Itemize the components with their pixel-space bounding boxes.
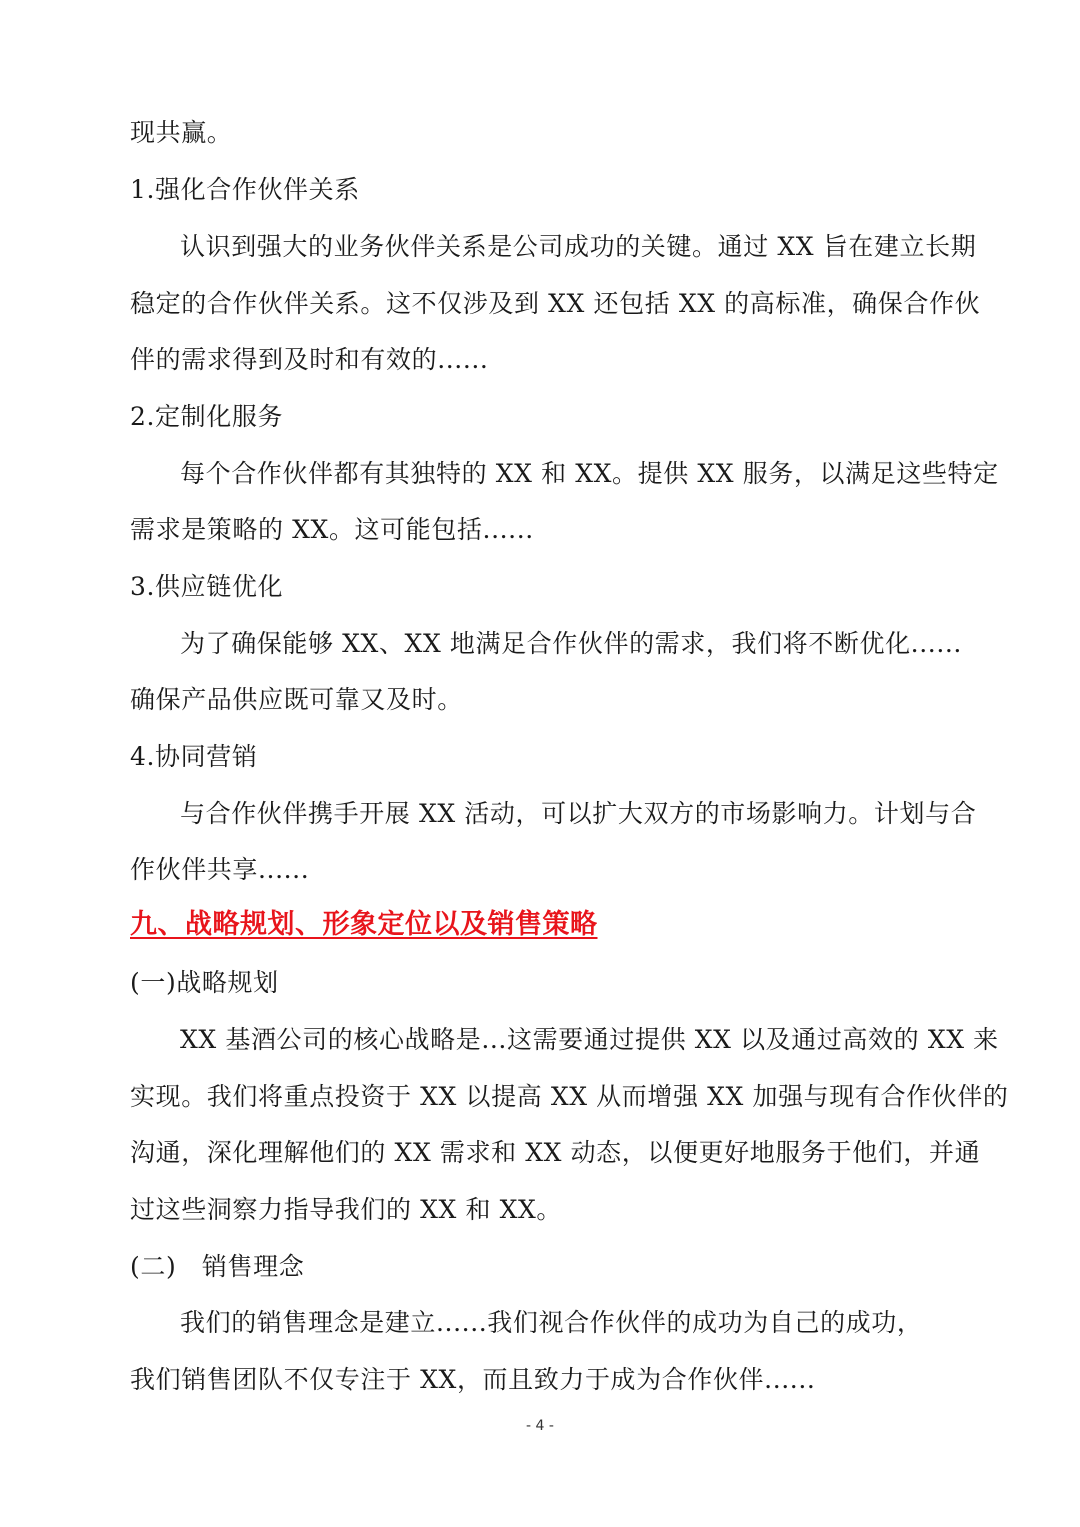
subheading-co-marketing: 4.协同营销 [130, 742, 258, 771]
paragraph-line: 为了确保能够 XX、XX 地满足合作伙伴的需求，我们将不断优化...... [180, 629, 962, 658]
paragraph-line: 稳定的合作伙伴关系。这不仅涉及到 XX 还包括 XX 的高标准，确保合作伙 [130, 289, 981, 318]
paragraph-line: 认识到强大的业务伙伴关系是公司成功的关键。通过 XX 旨在建立长期 [180, 232, 977, 261]
paragraph-line: 过这些洞察力指导我们的 XX 和 XX。 [130, 1195, 563, 1224]
paragraph-line: 确保产品供应既可靠又及时。 [130, 685, 463, 714]
paragraph-line: 沟通，深化理解他们的 XX 需求和 XX 动态，以便更好地服务于他们，并通 [130, 1138, 981, 1167]
subheading-supply-chain: 3.供应链优化 [130, 572, 284, 601]
paragraph-line: 作伙伴共享...... [130, 855, 310, 884]
subheading-strategic-planning: (一)战略规划 [130, 968, 279, 997]
page-number: - 4 - [526, 1418, 554, 1434]
paragraph-line: 实现。我们将重点投资于 XX 以提高 XX 从而增强 XX 加强与现有合作伙伴的 [130, 1082, 1009, 1111]
paragraph-line: 我们的销售理念是建立......我们视合作伙伴的成功为自己的成功， [180, 1308, 923, 1337]
paragraph-line: 每个合作伙伴都有其独特的 XX 和 XX。提供 XX 服务，以满足这些特定 [180, 459, 999, 488]
section-heading-strategy: 九、战略规划、形象定位以及销售策略 [130, 909, 598, 940]
paragraph-line: 与合作伙伴携手开展 XX 活动，可以扩大双方的市场影响力。计划与合 [180, 799, 977, 828]
subheading-customized-service: 2.定制化服务 [130, 402, 284, 431]
paragraph-line: XX 基酒公司的核心战略是...这需要通过提供 XX 以及通过高效的 XX 来 [180, 1025, 999, 1054]
subheading-sales-philosophy: (二) 销售理念 [130, 1252, 305, 1281]
paragraph-line: 现共赢。 [130, 118, 233, 147]
paragraph-line: 需求是策略的 XX。这可能包括...... [130, 515, 534, 544]
paragraph-line: 我们销售团队不仅专注于 XX，而且致力于成为合作伙伴...... [130, 1365, 816, 1394]
subheading-partner-relationship: 1.强化合作伙伴关系 [130, 175, 360, 204]
paragraph-line: 伴的需求得到及时和有效的...... [130, 345, 489, 374]
